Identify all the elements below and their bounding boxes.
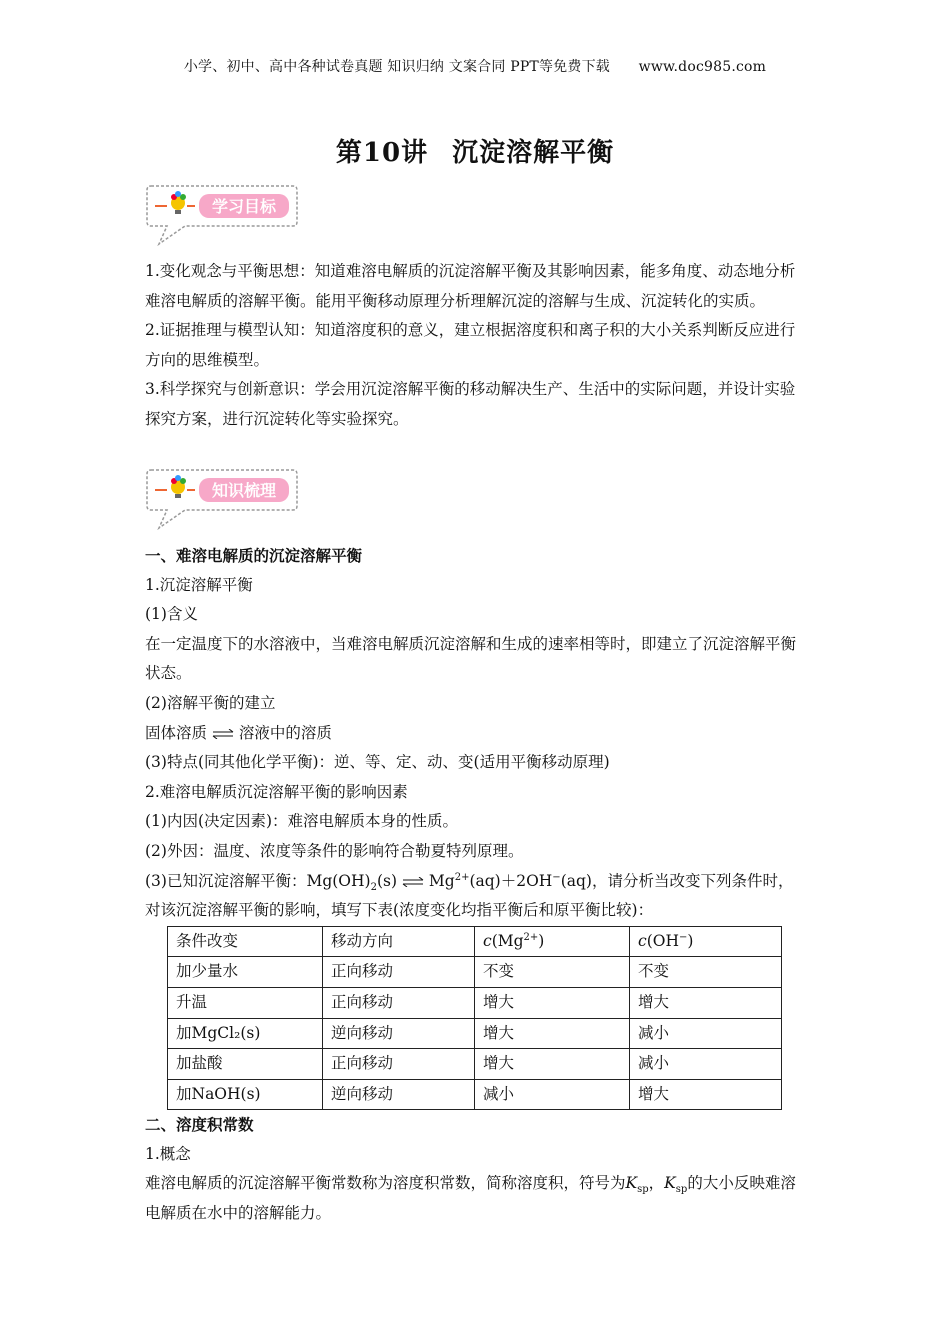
table-row xyxy=(168,1018,782,1049)
header-text: 小学、初中、高中各种试卷真题 知识归纳 文案合同 PPT等免费下载 xyxy=(183,59,610,75)
title-part1: 第10讲 xyxy=(335,138,429,168)
knowledge-badge xyxy=(145,468,299,530)
table-cell: 加少量水 xyxy=(168,957,323,988)
table-cell: 逆向移动 xyxy=(323,1079,475,1110)
table-row xyxy=(168,1079,782,1110)
knowledge-badge-label: 知识梳理 xyxy=(211,481,277,500)
table-cell: 增大 xyxy=(475,987,630,1018)
table-cell: 减小 xyxy=(630,1049,782,1080)
speech-bubble-icon xyxy=(145,184,299,246)
header-url[interactable]: www.doc985.com xyxy=(638,59,767,75)
goals-badge xyxy=(145,184,299,246)
subheading: 1.概念 xyxy=(145,1144,191,1163)
table-header-cell: $c(Mg^{2+})$ xyxy=(475,926,630,957)
table-cell: 正向移动 xyxy=(323,957,475,988)
paragraph: 难溶电解质的沉淀溶解平衡常数称为溶度积常数，简称溶度积，符号为$K_{sp}$，$K_{sp}$的大小反映难溶电解质在水中的溶解能力。 xyxy=(145,1174,796,1223)
goals-badge-label: 学习目标 xyxy=(211,197,277,216)
page-header xyxy=(0,56,950,76)
table-cell: 正向移动 xyxy=(323,987,475,1018)
paragraph: 在一定温度下的水溶液中，当难溶电解质沉淀溶解和生成的速率相等时，即建立了沉淀溶解平衡状态。 xyxy=(145,634,797,683)
table-cell: 加MgCl₂(s) xyxy=(168,1018,323,1049)
table-cell: 升温 xyxy=(168,987,323,1018)
table-cell: 加NaOH(s) xyxy=(168,1079,323,1110)
table-cell: 增大 xyxy=(630,1079,782,1110)
table-header-cell: c(OH−) xyxy=(630,926,782,957)
subheading: 2.难溶电解质沉淀溶解平衡的影响因素 xyxy=(145,782,408,801)
table-cell: 不变 xyxy=(630,957,782,988)
title-part2: 沉淀溶解平衡 xyxy=(452,138,615,168)
table-cell: 加盐酸 xyxy=(168,1049,323,1080)
goal-item: 2.证据推理与模型认知：知道溶度积的意义，建立根据溶度积和离子积的大小关系判断反应进行方向的思维模型。 xyxy=(145,321,796,369)
equilibrium-arrow-icon xyxy=(212,729,234,739)
page-title xyxy=(0,132,950,169)
goal-item: 1.变化观念与平衡思想：知道难溶电解质的沉淀溶解平衡及其影响因素，能多角度、动态地分析难溶电解质的溶解平衡。能用平衡移动原理分析理解沉淀的溶解与生成、沉淀转化的实质。 xyxy=(145,262,796,310)
goal-item: 3.科学探究与创新意识：学会用沉淀溶解平衡的移动解决生产、生活中的实际问题，并设计实验探究方案，进行沉淀转化等实验探究。 xyxy=(145,380,796,428)
equilibrium-arrow-icon xyxy=(402,877,424,887)
equilibrium-line: 固体溶质 溶液中的溶质 xyxy=(145,723,332,742)
paragraph: 对该沉淀溶解平衡的影响，填写下表(浓度变化均指平衡后和原平衡比较)： xyxy=(145,901,654,920)
subheading: (1)含义 xyxy=(145,605,198,624)
paragraph: (3)特点(同其他化学平衡)：逆、等、定、动、变(适用平衡移动原理) xyxy=(145,753,610,772)
paragraph: (1)内因(决定因素)：难溶电解质本身的性质。 xyxy=(145,812,459,831)
table-cell: 增大 xyxy=(630,987,782,1018)
paragraph: (3)已知沉淀溶解平衡：$Mg(OH)_2(s)$ $Mg^{2+}(aq)+2OH^-(aq)$，请分析当改变下列条件时， xyxy=(145,871,794,893)
speech-bubble-icon xyxy=(145,468,299,530)
table-cell: 增大 xyxy=(475,1049,630,1080)
section-heading: 一、难溶电解质的沉淀溶解平衡 xyxy=(145,546,363,565)
section-heading: 二、溶度积常数 xyxy=(145,1115,254,1135)
effects-table xyxy=(167,926,782,1111)
table-row xyxy=(168,987,782,1018)
goals-list xyxy=(145,257,800,435)
table-cell: 正向移动 xyxy=(323,1049,475,1080)
table-cell: 逆向移动 xyxy=(323,1018,475,1049)
table-cell: 不变 xyxy=(475,957,630,988)
paragraph: (2)外因：温度、浓度等条件的影响符合勒夏特列原理。 xyxy=(145,841,524,860)
knowledge-content xyxy=(145,541,800,1229)
table-row xyxy=(168,957,782,988)
subheading: (2)溶解平衡的建立 xyxy=(145,693,276,712)
subheading: 1.沉淀溶解平衡 xyxy=(145,575,253,594)
table-cell: 减小 xyxy=(475,1079,630,1110)
table-header-cell: 移动方向 xyxy=(323,926,475,957)
table-header-cell: 条件改变 xyxy=(168,926,323,957)
table-cell: 增大 xyxy=(475,1018,630,1049)
table-row xyxy=(168,1049,782,1080)
table-cell: 减小 xyxy=(630,1018,782,1049)
table-header-row xyxy=(168,926,782,957)
